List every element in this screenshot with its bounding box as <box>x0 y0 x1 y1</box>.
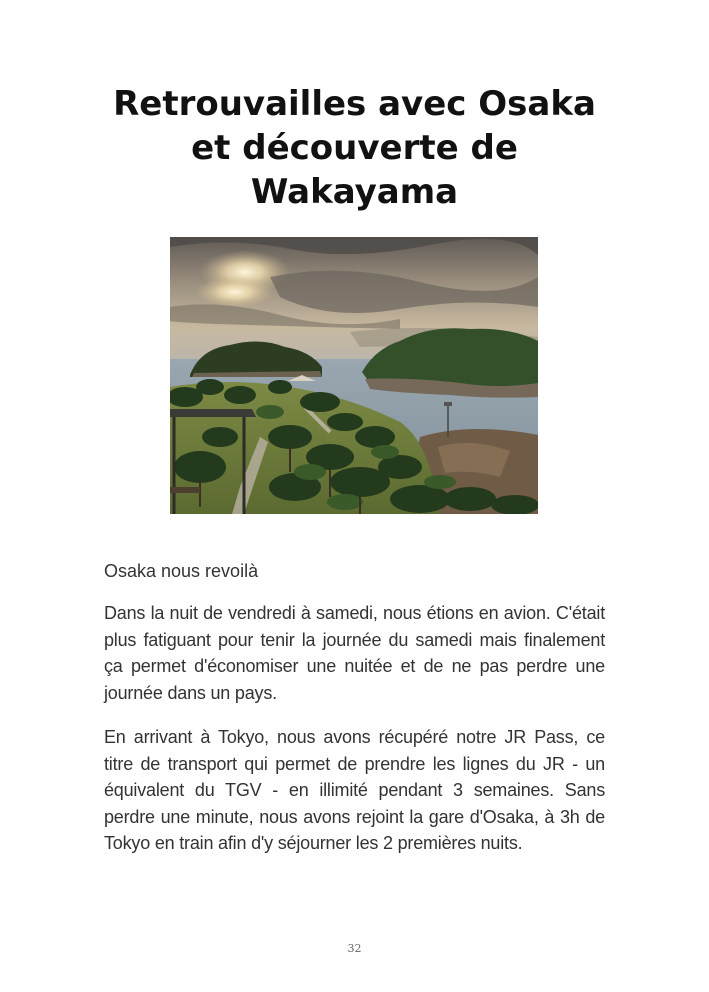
coastal-landscape-photo <box>170 237 538 514</box>
paragraph-2: En arrivant à Tokyo, nous avons récupéré notre JR Pass, ce titre de transport qui permet de prendre les lignes du JR - un équivalent du TGV - en illimité pendant 3 semaines. Sans perdre une minute, nous avons rejoint la gare d'Osaka, à 3h de Tokyo en train afin d'y séjourner les 2 premières nuits. <box>104 727 605 853</box>
section-subtitle: Osaka nous revoilà <box>104 561 259 581</box>
page-number: 32 <box>347 942 362 955</box>
paragraph-1: Dans la nuit de vendredi à samedi, nous étions en avion. C'était plus fatiguant pour tenir la journée du samedi mais finalement ça permet d'économiser une nuitée et de ne pas perdre une journée dans un pays. <box>104 603 605 703</box>
page-title: Retrouvailles avec Osaka et découverte de Wakayama <box>113 84 596 212</box>
